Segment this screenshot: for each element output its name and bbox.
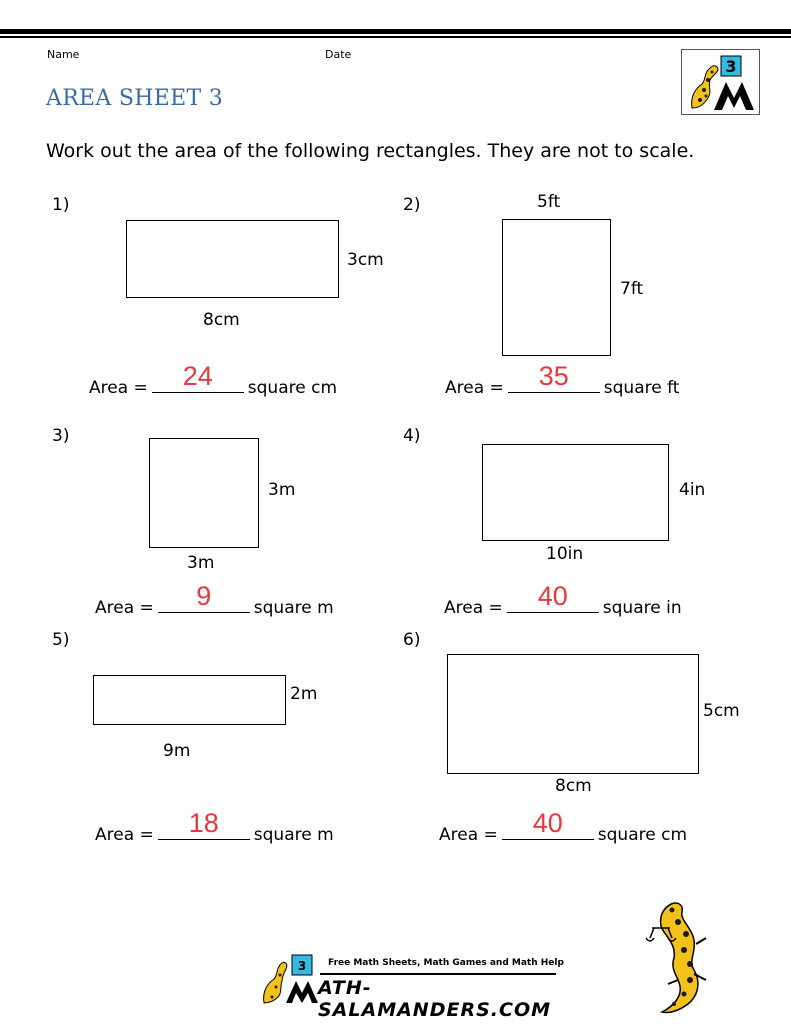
area-label: Area = [95,825,154,845]
footer-brand: ATH-SALAMANDERS.COM [318,977,551,1021]
answer-blank[interactable] [152,361,244,393]
area-line-1 [89,361,338,398]
width-label: 8cm [203,310,240,330]
footer-rule [320,973,556,975]
problem-number: 4) [403,426,421,446]
instructions: Work out the area of the following rectangles. They are not to scale. [46,140,695,162]
unit-label: square cm [597,825,688,845]
answer-value: 35 [538,361,569,391]
problem-number: 5) [52,630,70,650]
rectangle-4 [482,444,669,541]
date-label: Date [325,48,352,61]
footer-tagline: Free Math Sheets, Math Games and Math Help [328,958,564,968]
height-label: 5cm [703,701,740,721]
problem-number: 3) [52,426,70,446]
answer-blank[interactable] [507,581,599,613]
width-label: 5ft [537,192,561,212]
area-label: Area = [445,378,504,398]
salamander-logo-icon [682,50,759,114]
area-label: Area = [439,825,498,845]
footer-salamander-icon [258,953,318,1005]
height-label: 3cm [347,250,384,270]
unit-label: square ft [603,378,680,398]
area-label: Area = [95,598,154,618]
unit-label: square in [602,598,682,618]
unit-label: square cm [247,378,338,398]
answer-blank[interactable] [508,361,600,393]
footer-badge: 3 [297,959,307,973]
answer-value: 18 [188,808,219,838]
area-line-2 [445,361,680,398]
header-rule-thin [0,36,791,38]
answer-value: 40 [532,808,563,838]
area-line-4 [444,581,682,618]
area-line-3 [95,581,334,618]
area-line-6 [439,808,688,845]
logo [681,49,760,115]
answer-blank[interactable] [158,808,250,840]
height-label: 3m [268,480,296,500]
answer-blank[interactable] [158,581,250,613]
rectangle-1 [126,220,339,298]
rectangle-5 [93,675,286,725]
answer-value: 9 [196,581,212,611]
width-label: 3m [187,553,215,573]
logo-badge: 3 [725,57,737,76]
width-label: 8cm [555,776,592,796]
unit-label: square m [253,598,334,618]
answer-blank[interactable] [502,808,594,840]
header-rule-thick [0,29,791,34]
answer-value: 40 [537,581,568,611]
height-label: 7ft [620,279,644,299]
rectangle-6 [447,654,699,774]
area-label: Area = [444,598,503,618]
width-label: 10in [546,544,584,564]
problem-number: 1) [52,195,70,215]
page-title: AREA SHEET 3 [46,86,224,111]
rectangle-2 [502,219,611,356]
footer-logo [258,953,568,1021]
height-label: 2m [290,684,318,704]
answer-value: 24 [182,361,213,391]
salamander-icon [640,898,732,1016]
width-label: 9m [163,741,191,761]
height-label: 4in [679,480,706,500]
name-label: Name [47,48,80,61]
problem-number: 2) [403,195,421,215]
problem-number: 6) [403,630,421,650]
rectangle-3 [149,438,259,548]
area-line-5 [95,808,334,845]
unit-label: square m [253,825,334,845]
area-label: Area = [89,378,148,398]
